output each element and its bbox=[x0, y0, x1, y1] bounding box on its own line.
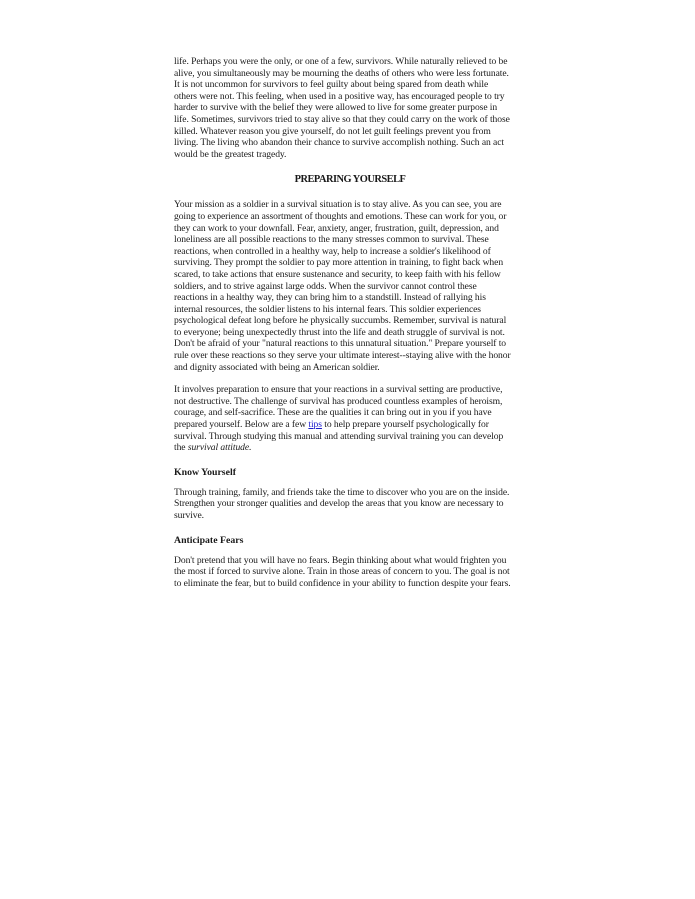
text-line: living. The living who abandon their chance to survive accomplish nothing. Such an act bbox=[174, 137, 504, 149]
paragraph-spacer bbox=[174, 373, 526, 384]
text-line: rule over these reactions so they serve your ultimate interest--staying alive with the honor bbox=[174, 350, 511, 362]
text-line: not destructive. The challenge of survival has produced countless examples of heroism, bbox=[174, 395, 503, 407]
paragraph-mission bbox=[174, 199, 526, 373]
text-line: surviving. They prompt the soldier to pay more attention in training, to fight back when bbox=[174, 257, 504, 269]
text-line: survive. bbox=[174, 510, 205, 521]
paragraph-survivor-guilt bbox=[174, 56, 526, 160]
text-line: Your mission as a soldier in a survival situation is to stay alive. As you can see, you are bbox=[174, 199, 502, 211]
paragraph-spacer bbox=[174, 454, 526, 467]
text-line: courage, and self-sacrifice. These are the qualities it can bring out in you if you have bbox=[174, 407, 492, 419]
text-line: reactions, when controlled in a healthy way, help to increase a soldier's likelihood of bbox=[174, 245, 491, 257]
tips-link[interactable]: tips bbox=[308, 419, 322, 431]
text-fragment: to help prepare yourself psychologically for bbox=[321, 419, 489, 431]
text-line: Strengthen your stronger qualities and develop the areas that you know are necessary to bbox=[174, 498, 504, 510]
text-fragment: prepared yourself. Below are a few bbox=[174, 419, 309, 431]
text-line: psychological defeat long before he physically succumbs. Remember, survival is natural bbox=[174, 315, 507, 327]
text-line: to everyone; being unexpectedly thrust into the life and death struggle of survival is not. bbox=[174, 326, 505, 338]
text-line: It involves preparation to ensure that your reactions in a survival setting are productive, bbox=[174, 384, 503, 396]
subheading-know-yourself: Know Yourself bbox=[174, 466, 236, 478]
paragraph-know-yourself bbox=[174, 487, 526, 522]
text-line: loneliness are all possible reactions to the many stresses common to survival. These bbox=[174, 234, 489, 246]
page-content bbox=[174, 56, 526, 589]
text-line: killed. Whatever reason you give yourself, do not let guilt feelings prevent you from bbox=[174, 125, 491, 137]
text-line: soldiers, and to strive against large odds. When the survivor cannot control these bbox=[174, 280, 477, 292]
paragraph-spacer bbox=[174, 522, 526, 535]
text-line: and dignity associated with being an American soldier. bbox=[174, 361, 380, 373]
text-line: the most if forced to survive alone. Train in those areas of concern to you. The goal is not bbox=[174, 566, 510, 578]
text-fragment: the bbox=[174, 442, 188, 454]
subheading-anticipate-fears: Anticipate Fears bbox=[174, 534, 244, 546]
text-line: going to experience an assortment of thoughts and emotions. These can work for you, or bbox=[174, 210, 507, 222]
text-line-with-emphasis bbox=[174, 442, 526, 454]
text-line: survival. Through studying this manual and attending survival training you can develop bbox=[174, 430, 504, 442]
text-line-with-link bbox=[174, 419, 526, 431]
text-line: reactions in a healthy way, they can bring him to a standstill. Instead of rallying his bbox=[174, 292, 486, 304]
text-line: life. Perhaps you were the only, or one of a few, survivors. While naturally relieved to be bbox=[174, 56, 508, 67]
text-line: scared, to take actions that ensure sustenance and security, to keep faith with his fellow bbox=[174, 268, 501, 280]
text-line: Don't pretend that you will have no fears. Begin thinking about what would frighten you bbox=[174, 554, 507, 566]
text-line: would be the greatest tragedy. bbox=[174, 148, 287, 160]
text-line: internal resources, the soldier listens to his internal fears. This soldier experiences bbox=[174, 303, 481, 315]
text-line: harder to survive with the belief they were allowed to live for some greater purpose in bbox=[174, 102, 498, 114]
section-heading: PREPARING YOURSELF bbox=[294, 174, 406, 186]
text-line: Don't be afraid of your "natural reactions to this unnatural situation." Prepare yourself to bbox=[174, 338, 507, 350]
text-line: It is not uncommon for survivors to feel guilty about being spared from death while bbox=[174, 79, 489, 91]
text-line: they can work to your downfall. Fear, anxiety, anger, frustration, guilt, depression, and bbox=[174, 222, 499, 234]
text-line: to eliminate the fear, but to build confidence in your ability to function despite your fears. bbox=[174, 577, 511, 589]
text-line: Through training, family, and friends take the time to discover who you are on the inside. bbox=[174, 486, 510, 498]
text-line: alive, you simultaneously may be mourning the deaths of others who were less fortunate. bbox=[174, 67, 509, 79]
text-line: others were not. This feeling, when used in a positive way, has encouraged people to try bbox=[174, 90, 505, 102]
paragraph-preparation bbox=[174, 384, 526, 454]
text-line: life. Sometimes, survivors tried to stay alive so that they could carry on the work of those bbox=[174, 113, 510, 125]
emphasis-survival-attitude: survival attitude. bbox=[187, 442, 252, 454]
paragraph-anticipate-fears bbox=[174, 555, 526, 590]
